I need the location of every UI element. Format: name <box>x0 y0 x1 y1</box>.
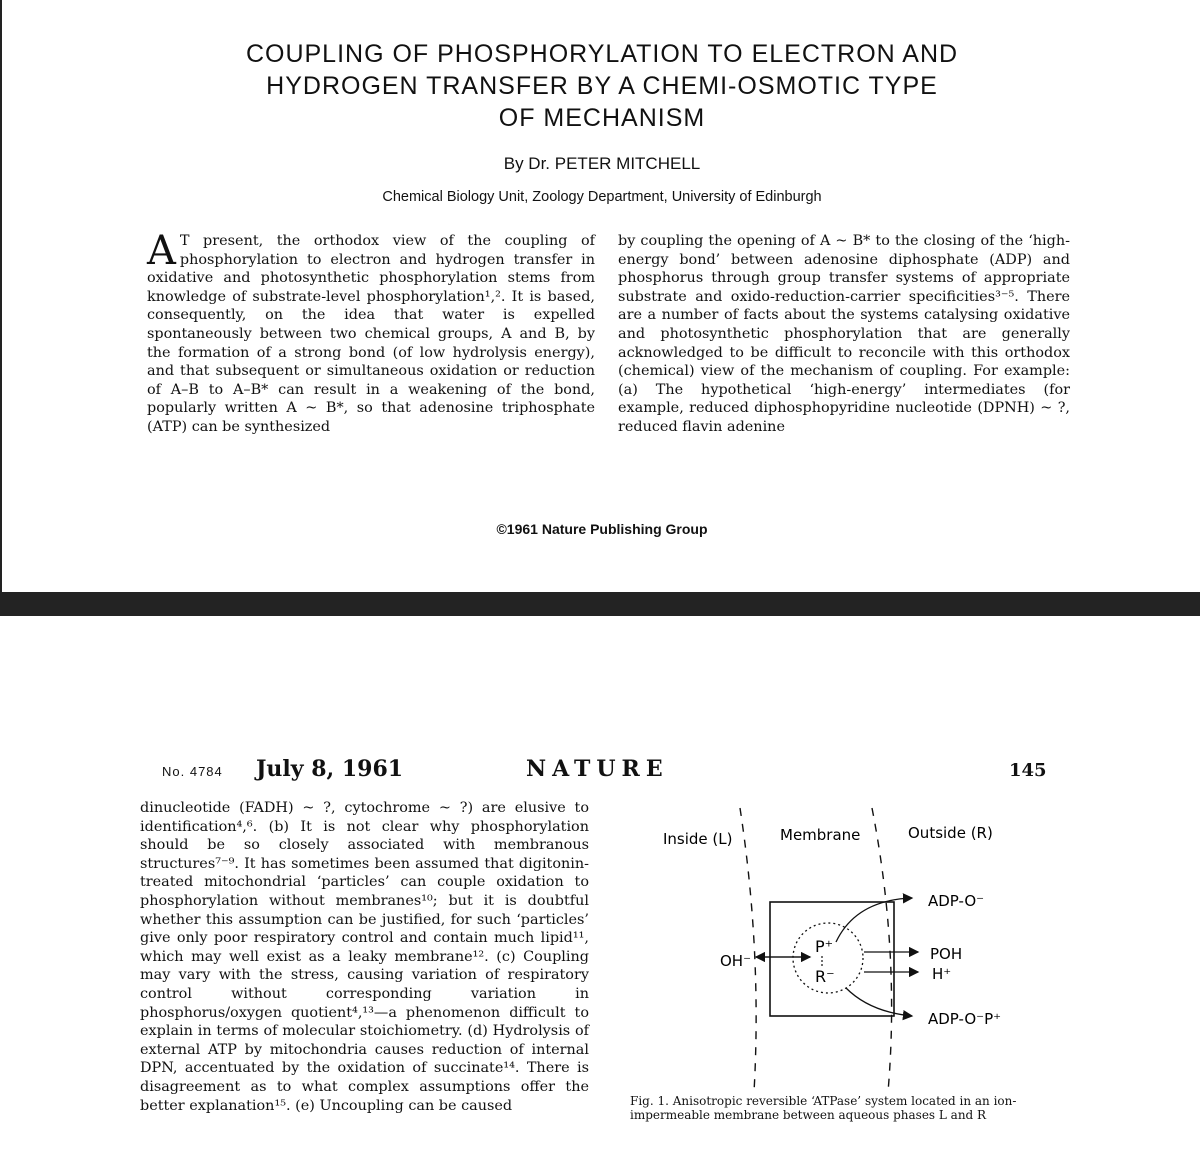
author-byline: By Dr. PETER MITCHELL <box>503 154 701 173</box>
title-line-2: HYDROGEN TRANSFER BY A CHEMI-OSMOTIC TYPE <box>266 72 938 100</box>
title-line-1: COUPLING OF PHOSPHORYLATION TO ELECTRON AND <box>245 40 959 68</box>
author-affiliation: Chemical Biology Unit, Zoology Department, University of Edinburgh <box>382 189 822 205</box>
label-oh: OH⁻ <box>720 952 752 970</box>
article-title <box>2 38 1200 134</box>
label-adp-o-p: ADP-O⁻P⁺ <box>928 1010 1002 1028</box>
label-adp-o: ADP-O⁻ <box>928 892 985 910</box>
label-membrane: Membrane <box>780 826 861 844</box>
body-column-right: by coupling the opening of A ~ B* to the closing of the ‘high-energy bond’ between adenosine diphosphate (ADP) and phosphorus through group transfer systems of appropriate substrate and oxido-reduction-carrier specificities³⁻⁵. There are a number of facts about the systems catalysing oxidative and photosynthetic phosphorylation that are generally acknowledged to be difficult to reconcile with this orthodox (chemical) view of the mechanism of coupling. For example: (a) The hypothetical ‘high-energy’ intermediates (for example, reduced diphosphopyridine nucleotide (DPNH) ~ ?, reduced flavin adenine <box>618 233 1070 435</box>
body-column: dinucleotide (FADH) ~ ?, cytochrome ~ ?) are elusive to identification⁴,⁶. (b) It is not clear why phosphorylation should be so closely associated with membranous structures⁷⁻⁹. It has sometimes been assumed that digitonin-treated mitochondrial ‘particles’ can couple oxidation to phosphorylation without membranes¹⁰; but it is doubtful whether this assumption can be justified, for such ‘particles’ give only poor respiratory control and contain much lipid¹¹, which may well exist as a leaky membrane¹². (c) Coupling may vary with the stress, causing variation of respiratory control without corresponding variation in phosphorus/oxygen quotient⁴,¹³—a phenomenon difficult to explain in terms of molecular stoichiometry. (d) Hydrolysis of external ATP by mitochondria causes reduction of internal DPN, accentuated by the oxidation of succinate¹⁴. There is disagreement as to what complex assumptions offer the better explanation¹⁵. (e) Uncoupling can be caused <box>140 800 589 1114</box>
page-divider <box>0 592 1200 616</box>
membrane-boundary-right <box>872 808 892 1092</box>
label-inside: Inside (L) <box>663 830 733 848</box>
label-outside: Outside (R) <box>908 824 993 842</box>
label-h-plus: H⁺ <box>932 965 952 983</box>
figure-caption: Fig. 1. Anisotropic reversible ‘ATPase’ system located in an ion-impermeable membrane between aqueous phases L and R <box>630 1094 1017 1122</box>
atpase-box <box>770 902 894 1016</box>
body-column-left <box>147 228 595 437</box>
membrane-boundary-left <box>740 808 756 1092</box>
copyright-notice: ©1961 Nature Publishing Group <box>496 521 708 537</box>
page-two <box>0 616 1200 1156</box>
adp-o-arrow <box>836 898 912 942</box>
journal-name: NATURE <box>526 756 669 782</box>
label-p-plus: P⁺ <box>815 937 834 956</box>
issue-number: No. 4784 <box>162 764 223 779</box>
page-number: 145 <box>1009 760 1047 781</box>
figure-membrane-diagram <box>650 802 1070 1102</box>
adp-o-p-arrow <box>846 988 912 1016</box>
label-poh: POH <box>930 945 963 963</box>
issue-date: July 8, 1961 <box>256 756 404 782</box>
label-r-minus: R⁻ <box>815 967 835 986</box>
title-line-3: OF MECHANISM <box>498 104 706 132</box>
column-text: T present, the orthodox view of the coupling of phosphorylation to electron and hydrogen transfer in oxidative and photosynthetic phosphorylation stems from knowledge of substrate-level phosphorylation¹,². It is based, consequently, on the idea that water is expelled spontaneously between two chemical groups, A and B, by the formation of a strong bond (of low hydrolysis energy), and that subsequent or simultaneous oxidation or reduction of A–B to A–B* can result in a weakening of the bond, popularly written A ~ B*, so that adenosine triphosphate (ATP) can be synthesized <box>147 233 595 435</box>
drop-cap: A <box>147 228 176 274</box>
